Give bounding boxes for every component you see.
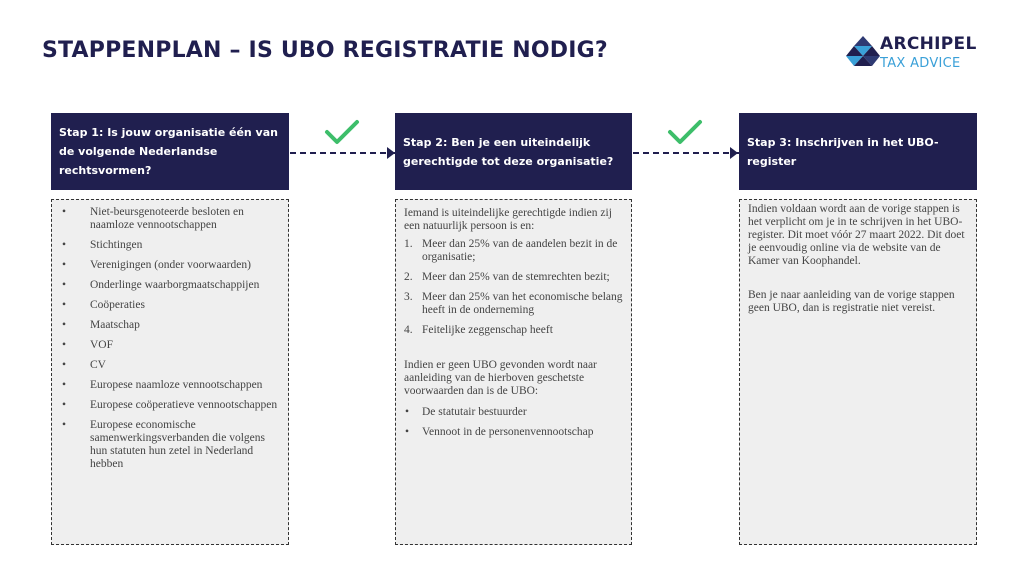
list-item xyxy=(404,271,623,284)
list-item-text: Vennoot in de personenvennootschap xyxy=(422,426,594,438)
list-item-text: Coöperaties xyxy=(90,299,145,311)
list-item xyxy=(404,324,623,337)
list-item-text: Maatschap xyxy=(90,319,140,331)
list-item xyxy=(404,238,623,264)
list-item xyxy=(60,239,280,252)
ubo-criteria-list xyxy=(404,238,623,337)
list-number: 3. xyxy=(404,291,413,303)
checkmark-icon xyxy=(667,118,703,146)
list-item-text: Europese economische samenwerkingsverbanden die volgens hun statuten hun zetel in Nederland hebben xyxy=(90,419,266,470)
bullet-icon: • xyxy=(62,206,67,218)
list-item-text: Meer dan 25% van de stemrechten bezit; xyxy=(422,271,610,283)
list-item xyxy=(60,419,280,471)
list-item xyxy=(60,399,280,412)
step-1-header-text: Stap 1: Is jouw organisatie één van de volgende Nederlandse rechtsvormen? xyxy=(59,126,278,177)
list-item-text: Verenigingen (onder voorwaarden) xyxy=(90,259,251,271)
list-number: 4. xyxy=(404,324,413,336)
checkmark-icon xyxy=(324,118,360,146)
archipel-logo-icon xyxy=(846,34,880,74)
list-item xyxy=(60,259,280,272)
page-title: STAPPENPLAN – IS UBO REGISTRATIE NODIG? xyxy=(42,38,608,63)
list-item xyxy=(404,426,623,439)
list-item xyxy=(60,319,280,332)
step-3-paragraph: Ben je naar aanleiding van de vorige stappen geen UBO, dan is registratie niet vereist. xyxy=(748,289,955,314)
list-item-text: Onderlinge waarborgmaatschappijen xyxy=(90,279,260,291)
list-item-text: Meer dan 25% van het economische belang heeft in de onderneming xyxy=(422,291,623,316)
bullet-icon: • xyxy=(62,299,67,311)
list-item xyxy=(60,206,280,232)
list-item xyxy=(60,339,280,352)
list-item xyxy=(60,379,280,392)
step-2-intro: Iemand is uiteindelijke gerechtigde indien zij een natuurlijk persoon is en: xyxy=(404,207,612,232)
list-item-text: Europese naamloze vennootschappen xyxy=(90,379,263,391)
logo-tagline: TAX ADVICE xyxy=(880,56,961,71)
step-1-header xyxy=(51,113,289,190)
list-item-text: De statutair bestuurder xyxy=(422,406,527,418)
list-item-text: CV xyxy=(90,359,106,371)
list-number: 2. xyxy=(404,271,413,283)
logo-name: ARCHIPEL xyxy=(880,34,977,54)
bullet-icon: • xyxy=(62,279,67,291)
legal-forms-list xyxy=(60,206,280,471)
arrow-icon xyxy=(730,147,738,159)
step-2-header-text: Stap 2: Ben je een uiteindelijk gerechtigde tot deze organisatie? xyxy=(403,135,614,168)
bullet-icon: • xyxy=(62,319,67,331)
step-3-paragraph: Indien voldaan wordt aan de vorige stappen is het verplicht om je in te schrijven in het UBO-register. Dit moet vóór 27 maart 2022. Dit doet je eenvoudig online via de website van de Kamer van Koophandel. xyxy=(748,203,965,267)
bullet-icon: • xyxy=(62,339,67,351)
arrow-icon xyxy=(387,147,395,159)
bullet-icon: • xyxy=(62,419,67,431)
list-item xyxy=(404,406,623,419)
connector-2-3 xyxy=(633,152,739,155)
step-3-header-text: Stap 3: Inschrijven in het UBO-register xyxy=(747,135,939,168)
list-item-text: Stichtingen xyxy=(90,239,143,251)
list-item-text: Europese coöperatieve vennootschappen xyxy=(90,399,278,411)
fallback-ubo-list xyxy=(404,406,623,439)
archipel-logo xyxy=(846,32,996,80)
step-2-content xyxy=(395,199,632,545)
bullet-icon: • xyxy=(62,259,67,271)
step-1-content xyxy=(51,199,289,545)
bullet-icon: • xyxy=(62,239,67,251)
step-3-content xyxy=(739,199,977,545)
list-item-text: Niet-beursgenoteerde besloten en naamloze vennootschappen xyxy=(90,206,244,231)
connector-1-2 xyxy=(290,152,396,155)
step-2-fallback-text: Indien er geen UBO gevonden wordt naar aanleiding van de hierboven geschetste voorwaarden dan is de UBO: xyxy=(404,359,597,397)
list-item-text: Feitelijke zeggenschap heeft xyxy=(422,324,553,336)
bullet-icon: • xyxy=(62,379,67,391)
list-item xyxy=(60,359,280,372)
list-item xyxy=(404,291,623,317)
bullet-icon: • xyxy=(405,406,410,418)
bullet-icon: • xyxy=(62,399,67,411)
step-2-header xyxy=(395,113,632,190)
bullet-icon: • xyxy=(62,359,67,371)
list-item xyxy=(60,299,280,312)
bullet-icon: • xyxy=(405,426,410,438)
list-item xyxy=(60,279,280,292)
list-item-text: Meer dan 25% van de aandelen bezit in de organisatie; xyxy=(422,238,618,263)
step-3-header xyxy=(739,113,977,190)
list-item-text: VOF xyxy=(90,339,114,351)
list-number: 1. xyxy=(404,238,413,250)
